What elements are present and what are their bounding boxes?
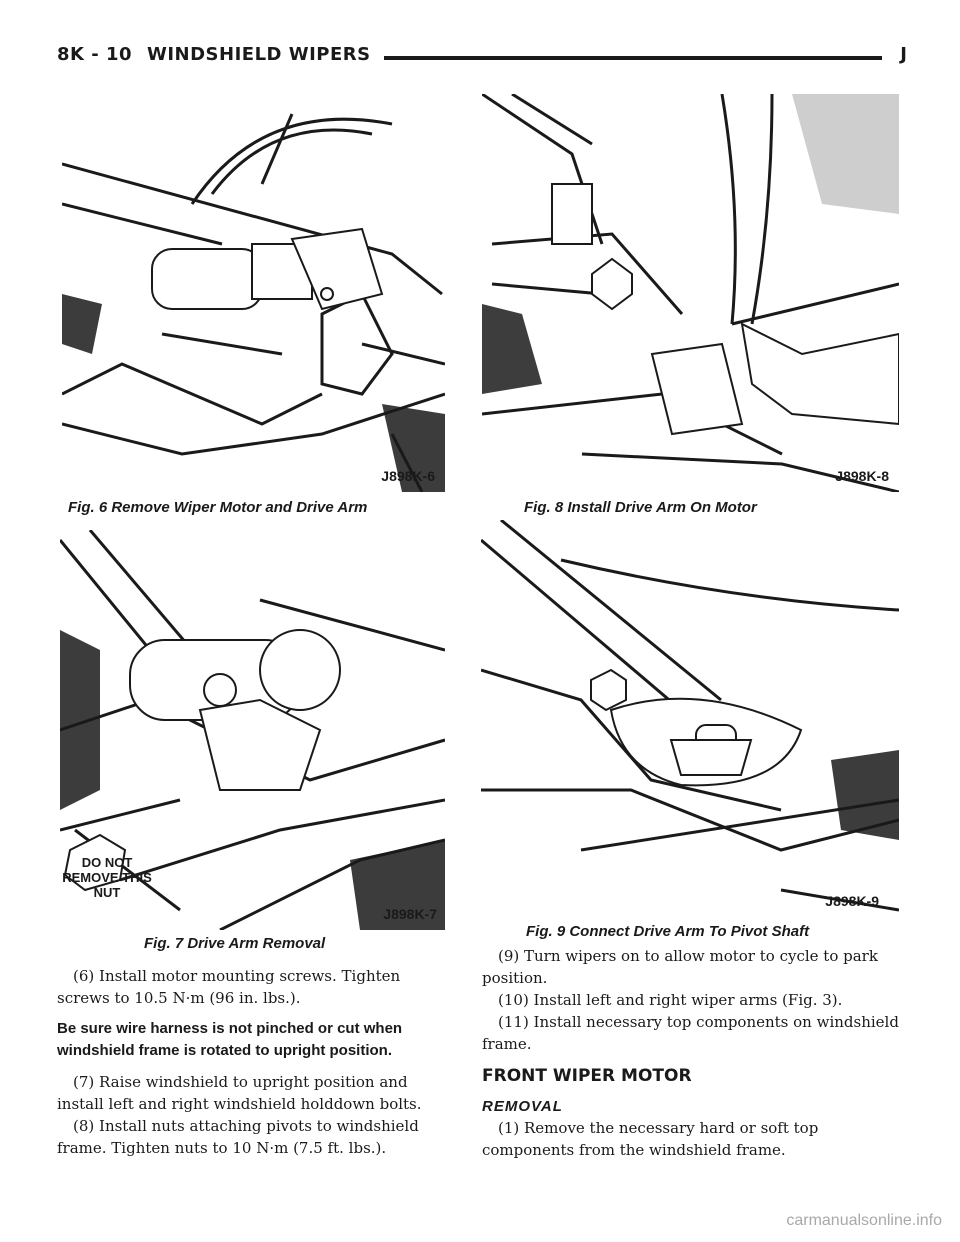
figure-8-caption: Fig. 8 Install Drive Arm On Motor	[524, 499, 757, 516]
page-title: WINDSHIELD WIPERS	[147, 44, 371, 65]
sub-heading-removal: REMOVAL	[482, 1098, 563, 1115]
page-header	[57, 44, 907, 74]
step-10-text: (10) Install left and right wiper arms (Fig. 3).	[498, 991, 843, 1009]
figure-9-illustration	[481, 520, 899, 915]
step-6-text: (6) Install motor mounting screws. Tighten screws to 10.5 N·m (96 in. lbs.).	[57, 967, 401, 1007]
step-7-text: (7) Raise windshield to upright position and install left and right windshield holddown bolts.	[57, 1073, 422, 1113]
figure-code: J898K-8	[835, 468, 889, 484]
step-11-text: (11) Install necessary top components on windshield frame.	[482, 1013, 899, 1053]
watermark: carmanualsonline.info	[786, 1212, 942, 1229]
step-9-text: (9) Turn wipers on to allow motor to cycle to park position.	[482, 947, 878, 987]
wire-harness-note: Be sure wire harness is not pinched or cut when windshield frame is rotated to upright position.	[57, 1020, 403, 1059]
figure-code: J898K-6	[381, 468, 435, 484]
figure-8-illustration	[482, 94, 899, 492]
step-8-text: (8) Install nuts attaching pivots to windshield frame. Tighten nuts to 10 N·m (7.5 ft. lbs.).	[57, 1117, 419, 1157]
model-letter: J	[900, 44, 907, 65]
removal-step-1-text: (1) Remove the necessary hard or soft top components from the windshield frame.	[482, 1119, 819, 1159]
figure-6-caption: Fig. 6 Remove Wiper Motor and Drive Arm	[68, 499, 368, 516]
callout-do-not-remove-nut: DO NOT REMOVE THIS NUT	[62, 855, 152, 900]
section-number: 8K - 10	[57, 44, 133, 65]
figure-9-caption: Fig. 9 Connect Drive Arm To Pivot Shaft	[526, 923, 810, 940]
header-rule	[384, 56, 882, 60]
figure-6-illustration	[62, 94, 445, 492]
figure-code: J898K-9	[825, 893, 879, 909]
figure-code: J898K-7	[383, 906, 437, 922]
figure-7-caption: Fig. 7 Drive Arm Removal	[144, 935, 326, 952]
section-heading: FRONT WIPER MOTOR	[482, 1066, 692, 1086]
figure-7-illustration	[60, 530, 445, 930]
